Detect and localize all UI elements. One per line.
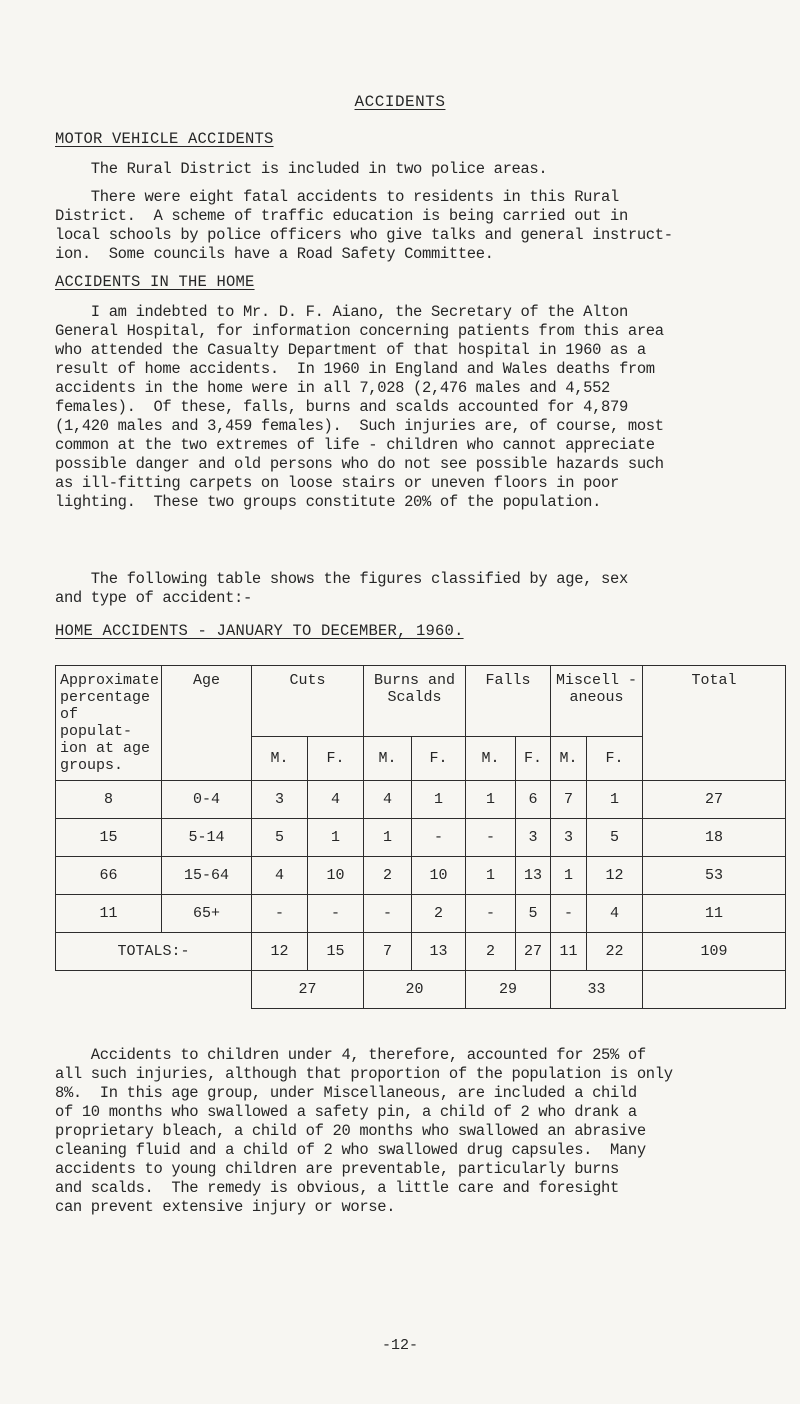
table-row	[56, 819, 786, 857]
cell-misc-female: 1	[587, 781, 643, 819]
text-line: General Hospital, for information concerning patients from this area	[55, 322, 664, 340]
cell-cuts-female: 10	[308, 857, 364, 895]
cell-total: 53	[643, 857, 786, 895]
text-line: 8%. In this age group, under Miscellaneous, are included a child	[55, 1084, 637, 1102]
cell-cuts-male: -	[252, 895, 308, 933]
subtotal-falls: 29	[466, 971, 551, 1009]
cell-percentage: 11	[56, 895, 162, 933]
text-line: of 10 months who swallowed a safety pin, a child of 2 who drank a	[55, 1103, 637, 1121]
text-line: I am indebted to Mr. D. F. Aiano, the Secretary of the Alton	[55, 303, 628, 321]
empty-cell	[56, 971, 252, 1009]
text-line: and type of accident:-	[55, 589, 252, 607]
cell-total: 11	[643, 895, 786, 933]
cell-cuts-female: 1	[308, 819, 364, 857]
cell-burns-female: 2	[412, 895, 466, 933]
text-line: can prevent extensive injury or worse.	[55, 1198, 396, 1216]
total-cuts-female: 15	[308, 933, 364, 971]
text-line: Accidents to children under 4, therefore, accounted for 25% of	[55, 1046, 646, 1064]
header-miscellaneous: Miscell -aneous	[551, 666, 643, 737]
subtotal-burns: 20	[364, 971, 466, 1009]
cell-cuts-female: -	[308, 895, 364, 933]
total-misc-female: 22	[587, 933, 643, 971]
cell-burns-male: 1	[364, 819, 412, 857]
table-row	[56, 857, 786, 895]
text-line: District. A scheme of traffic education is being carried out in	[55, 207, 628, 225]
header-age: Age	[162, 666, 252, 781]
text-line: ion. Some councils have a Road Safety Committee.	[55, 245, 494, 263]
text-line: who attended the Casualty Department of that hospital in 1960 as a	[55, 341, 646, 359]
page-title: ACCIDENTS	[354, 93, 446, 111]
header-population-percentage: Approximate percentage of populat- ion at age groups.	[56, 666, 162, 781]
text-line: all such injuries, although that proportion of the population is only	[55, 1065, 673, 1083]
cell-misc-female: 5	[587, 819, 643, 857]
text-line: females). Of these, falls, burns and scalds accounted for 4,879	[55, 398, 628, 416]
cell-falls-female: 13	[516, 857, 551, 895]
text-line: accidents to young children are preventable, particularly burns	[55, 1160, 619, 1178]
total-burns-female: 13	[412, 933, 466, 971]
text-line: lighting. These two groups constitute 20% of the population.	[55, 493, 602, 511]
page-number: -12-	[381, 1337, 418, 1354]
cell-total: 18	[643, 819, 786, 857]
text-line: result of home accidents. In 1960 in England and Wales deaths from	[55, 360, 655, 378]
cell-misc-male: 7	[551, 781, 587, 819]
cell-cuts-male: 4	[252, 857, 308, 895]
total-falls-male: 2	[466, 933, 516, 971]
text-line: cleaning fluid and a child of 2 who swallowed drug capsules. Many	[55, 1141, 646, 1159]
header-female: F.	[516, 737, 551, 781]
cell-percentage: 15	[56, 819, 162, 857]
cell-misc-female: 4	[587, 895, 643, 933]
header-falls: Falls	[466, 666, 551, 737]
table-header-row	[56, 666, 786, 737]
home-paragraph-2	[55, 570, 800, 608]
cell-misc-male: 3	[551, 819, 587, 857]
cell-age: 5-14	[162, 819, 252, 857]
subtotals-row	[56, 971, 786, 1009]
text-line: and scalds. The remedy is obvious, a little care and foresight	[55, 1179, 619, 1197]
header-female: F.	[587, 737, 643, 781]
cell-age: 15-64	[162, 857, 252, 895]
total-falls-female: 27	[516, 933, 551, 971]
table-title: HOME ACCIDENTS - JANUARY TO DECEMBER, 1960.	[55, 622, 464, 640]
total-misc-male: 11	[551, 933, 587, 971]
subtotal-misc: 33	[551, 971, 643, 1009]
home-accidents-table	[55, 665, 786, 1009]
cell-falls-male: 1	[466, 781, 516, 819]
cell-cuts-male: 5	[252, 819, 308, 857]
table-row	[56, 895, 786, 933]
header-burns-scalds: Burns and Scalds	[364, 666, 466, 737]
header-total: Total	[643, 666, 786, 781]
cell-misc-female: 12	[587, 857, 643, 895]
header-female: F.	[308, 737, 364, 781]
header-cuts: Cuts	[252, 666, 364, 737]
cell-falls-female: 5	[516, 895, 551, 933]
motor-paragraph-1	[55, 160, 800, 179]
cell-percentage: 66	[56, 857, 162, 895]
table-row	[56, 781, 786, 819]
text-line: accidents in the home were in all 7,028 (2,476 males and 4,552	[55, 379, 610, 397]
cell-falls-male: -	[466, 819, 516, 857]
cell-misc-male: 1	[551, 857, 587, 895]
header-male: M.	[466, 737, 516, 781]
text-line: as ill-fitting carpets on loose stairs or uneven floors in poor	[55, 474, 619, 492]
empty-cell	[643, 971, 786, 1009]
motor-paragraph-2	[55, 188, 800, 264]
cell-percentage: 8	[56, 781, 162, 819]
closing-paragraph	[55, 1046, 800, 1217]
header-male: M.	[252, 737, 308, 781]
cell-burns-male: 4	[364, 781, 412, 819]
cell-falls-female: 3	[516, 819, 551, 857]
cell-misc-male: -	[551, 895, 587, 933]
cell-falls-male: 1	[466, 857, 516, 895]
home-accidents-heading: ACCIDENTS IN THE HOME	[55, 273, 255, 291]
cell-burns-male: 2	[364, 857, 412, 895]
grand-total: 109	[643, 933, 786, 971]
cell-falls-male: -	[466, 895, 516, 933]
cell-falls-female: 6	[516, 781, 551, 819]
text-line: There were eight fatal accidents to residents in this Rural	[55, 188, 619, 206]
header-female: F.	[412, 737, 466, 781]
cell-age: 65+	[162, 895, 252, 933]
totals-label: TOTALS:-	[56, 933, 252, 971]
subtotal-cuts: 27	[252, 971, 364, 1009]
cell-burns-female: 1	[412, 781, 466, 819]
text-line: (1,420 males and 3,459 females). Such injuries are, of course, most	[55, 417, 664, 435]
text-line: proprietary bleach, a child of 20 months who swallowed an abrasive	[55, 1122, 646, 1140]
cell-cuts-male: 3	[252, 781, 308, 819]
home-paragraph-1	[55, 303, 800, 512]
cell-burns-female: 10	[412, 857, 466, 895]
motor-vehicle-heading: MOTOR VEHICLE ACCIDENTS	[55, 130, 274, 148]
total-burns-male: 7	[364, 933, 412, 971]
header-male: M.	[551, 737, 587, 781]
text-line: possible danger and old persons who do not see possible hazards such	[55, 455, 664, 473]
cell-burns-female: -	[412, 819, 466, 857]
totals-row	[56, 933, 786, 971]
total-cuts-male: 12	[252, 933, 308, 971]
cell-age: 0-4	[162, 781, 252, 819]
cell-cuts-female: 4	[308, 781, 364, 819]
cell-burns-male: -	[364, 895, 412, 933]
cell-total: 27	[643, 781, 786, 819]
header-male: M.	[364, 737, 412, 781]
text-line: The Rural District is included in two police areas.	[55, 160, 548, 178]
text-line: common at the two extremes of life - children who cannot appreciate	[55, 436, 655, 454]
text-line: The following table shows the figures classified by age, sex	[55, 570, 628, 588]
text-line: local schools by police officers who give talks and general instruct-	[55, 226, 673, 244]
